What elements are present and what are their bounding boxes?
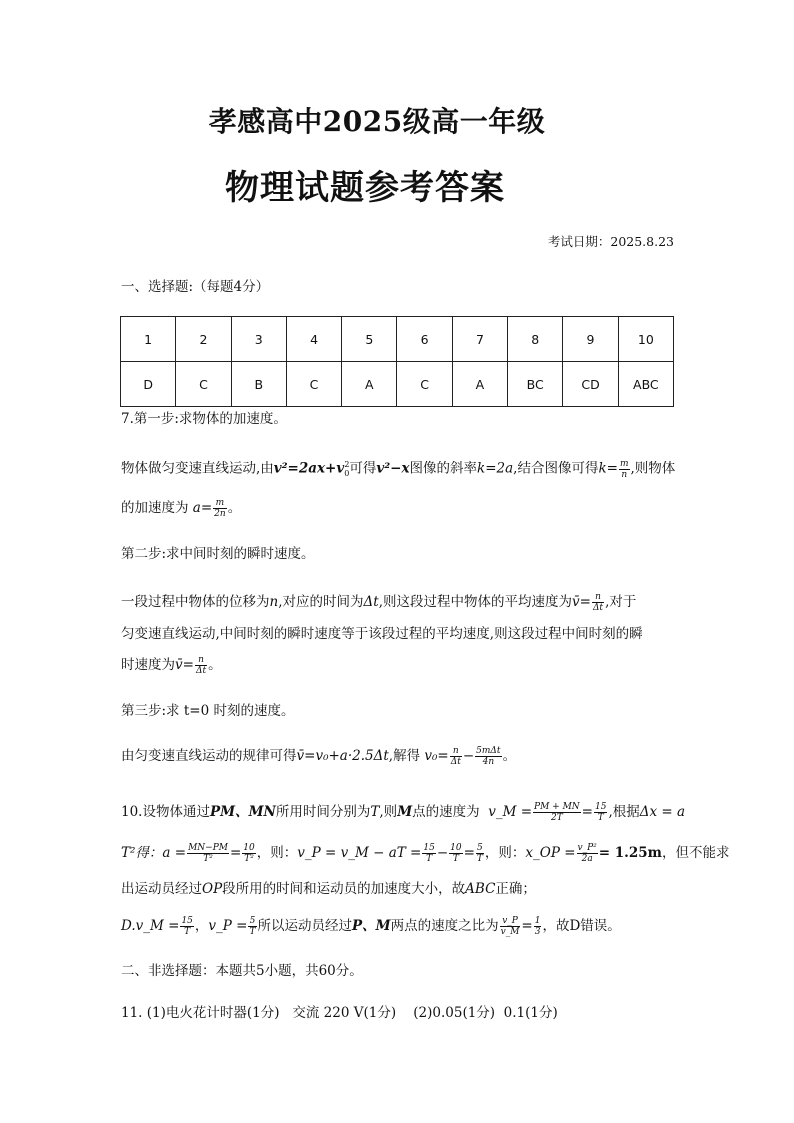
text: 两点的速度之比为 (390, 918, 499, 934)
text: 点的速度为 (412, 804, 480, 820)
text: ，故D错误。 (542, 918, 621, 934)
q7-paragraph6 (121, 746, 516, 767)
text: ，则： (484, 845, 526, 861)
text: 10.设物体通过 (121, 804, 210, 820)
superscript: 2 (344, 460, 350, 469)
text: ,则物体 (630, 460, 676, 477)
fraction: $\frac{1}{3}$ (534, 916, 541, 937)
text: ，但不能求 (661, 845, 730, 861)
q7-paragraph1 (121, 456, 675, 483)
fraction: $\frac{n}{\Delta t}$ (195, 655, 207, 676)
table-cell: 9 (563, 317, 618, 362)
equation: v̄= (175, 657, 194, 673)
fraction: $\frac{15}{T}$ (594, 802, 607, 823)
q10-line2 (121, 843, 729, 864)
fraction: $\frac{\text{5mΔt}}{4n}$ (476, 746, 501, 767)
table-cell: 1 (121, 317, 176, 362)
equation: a= (192, 500, 213, 516)
fraction: $\frac{5}{T}$ (476, 843, 483, 864)
fraction: $\frac{MN-PM}{\text{T²}}$ (188, 843, 228, 864)
document-subtitle: 物理试题参考答案 (225, 168, 505, 208)
table-cell: 4 (286, 317, 341, 362)
equation: v_P = (208, 918, 248, 934)
fraction: $\frac{10}{T}$ (450, 843, 462, 864)
text: 时速度为 (121, 657, 175, 673)
table-row-numbers (121, 317, 674, 362)
q7-paragraph2 (121, 498, 241, 519)
table-row-answers (121, 362, 674, 407)
text: ,解得 (388, 748, 421, 764)
section1-heading: 一、选择题:（每题4分） (121, 279, 270, 295)
equation: n (269, 594, 279, 610)
document-title: 孝感高中2025级高一年级 (208, 105, 546, 138)
q7-paragraph5 (121, 655, 222, 676)
text: ,结合图像可得 (513, 460, 599, 477)
fraction: $\frac{PM + MN}{2T}$ (534, 802, 580, 823)
text: 出运动员经过 (121, 881, 202, 897)
exam-date: 考试日期：2025.8.23 (547, 234, 674, 249)
table-cell: 3 (231, 317, 286, 362)
table-cell: B (231, 362, 286, 407)
equation: Δx = a (639, 804, 686, 820)
text: 的加速度为 (121, 500, 189, 516)
equation: PM、MN (209, 804, 276, 820)
subscript: 0 (344, 469, 350, 479)
table-cell: C (286, 362, 341, 407)
text: ,则 (379, 804, 398, 820)
fraction: $\frac{m}{2n}$ (214, 498, 226, 519)
text: = (521, 918, 533, 934)
text: = (463, 845, 475, 861)
equation: P、M (352, 918, 391, 934)
fraction: $\frac{m}{n}$ (619, 458, 629, 480)
fraction: $\frac{15}{T}$ (423, 843, 435, 864)
q7-step2-title: 第二步:求中间时刻的瞬时速度。 (121, 546, 315, 562)
table-cell: C (176, 362, 231, 407)
text: 所以运动员经过 (257, 918, 352, 934)
equation: OP (202, 881, 223, 897)
answer-table (120, 316, 674, 407)
text: 。 (208, 657, 222, 673)
fraction: $\frac{v\_P}{v\_M}$ (500, 916, 520, 937)
fraction: $\frac{n}{\Delta t}$ (450, 746, 461, 767)
text: = (581, 804, 593, 820)
table-cell: ABC (618, 362, 673, 407)
equation: k= (598, 460, 618, 477)
table-cell: BC (508, 362, 563, 407)
q11-answer: 11. (1)电火花计时器(1分) 交流 220 V(1分) (2)0.05(1分) 0.1(1分) (121, 1005, 558, 1021)
text: D. (121, 918, 136, 934)
equation: v_M = (135, 918, 180, 934)
table-cell: D (121, 362, 176, 407)
text: 可得 (349, 460, 377, 477)
text: 正确； (495, 881, 536, 897)
text: ,对于 (605, 594, 637, 610)
equation: v̄=v₀+a·2.5Δt (296, 748, 389, 764)
text: ,则这段过程中物体的平均速度为 (378, 594, 572, 610)
equation: T (370, 804, 380, 820)
text: 所用时间分别为 (275, 804, 371, 820)
table-cell: 6 (397, 317, 452, 362)
text: = (229, 845, 242, 861)
equation: v_P = v_M − aT = (297, 845, 422, 861)
equation: v₀= (424, 748, 449, 764)
text: 图像的斜率 (409, 460, 478, 477)
text: − (436, 845, 449, 861)
equation: v̄= (571, 594, 591, 610)
table-cell: A (452, 362, 507, 407)
table-cell: A (342, 362, 397, 407)
text: − (462, 748, 475, 764)
text: 段所用的时间和运动员的加速度大小，故 (222, 881, 466, 897)
text: ,对应的时间为 (278, 594, 364, 610)
section2-heading: 二、非选择题：本题共5小题，共60分。 (121, 963, 363, 979)
q10-line4 (121, 916, 621, 937)
text: 物体做匀变速直线运动,由 (121, 460, 274, 477)
table-cell: CD (563, 362, 618, 407)
equation: x_OP = (525, 845, 576, 861)
text: ，则： (256, 845, 298, 861)
equation: v_M = (488, 804, 533, 820)
q10-line3 (121, 880, 536, 898)
table-cell: 5 (342, 317, 397, 362)
equation: v²−x (376, 460, 410, 477)
q7-paragraph4: 匀变速直线运动,中间时刻的瞬时速度等于该段过程的平均速度,则这段过程中间时刻的瞬 (121, 626, 643, 642)
q7-step3-title: 第三步:求 t=0 时刻的速度。 (121, 703, 295, 719)
text: 。 (502, 748, 517, 764)
q7-paragraph3 (121, 592, 636, 613)
table-cell: 10 (618, 317, 673, 362)
text: 。 (227, 500, 242, 516)
q10-line1 (121, 802, 685, 823)
equation: Δt (363, 594, 379, 610)
result: = 1.25m (598, 845, 662, 861)
equation: v²=2ax+v (273, 460, 345, 477)
equation: ABC (465, 881, 496, 897)
fraction: $\frac{n}{\Delta t}$ (592, 592, 604, 613)
fraction: $\frac{5}{T}$ (249, 916, 256, 937)
text: ,根据 (608, 804, 640, 820)
equation: k=2a (477, 460, 514, 477)
text: 一段过程中物体的位移为 (121, 594, 270, 610)
fraction: $\frac{15}{T}$ (181, 916, 193, 937)
table-cell: 8 (508, 317, 563, 362)
table-cell: C (397, 362, 452, 407)
equation: M (397, 804, 413, 820)
equation: a = (162, 845, 187, 861)
equation: T²得： (121, 845, 163, 861)
text: ， (194, 918, 209, 934)
fraction: $\frac{\text{v\_P²}}{2a}$ (577, 843, 597, 864)
text: 由匀变速直线运动的规律可得 (121, 748, 297, 764)
table-cell: 7 (452, 317, 507, 362)
table-cell: 2 (176, 317, 231, 362)
fraction: $\frac{10}{\text{T²}}$ (243, 843, 255, 864)
q7-step1-title: 7.第一步:求物体的加速度。 (121, 411, 287, 427)
